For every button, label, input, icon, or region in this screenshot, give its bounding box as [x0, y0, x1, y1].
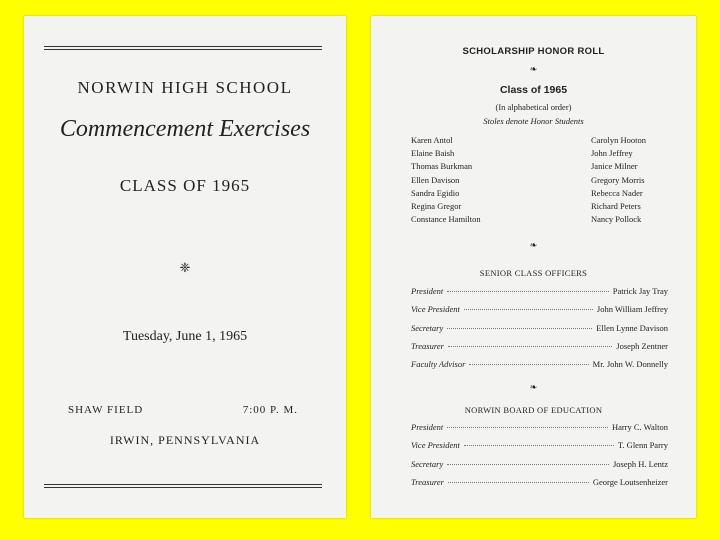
officer-role: President	[411, 422, 444, 432]
officer-name: George Loutsenheizer	[592, 476, 668, 487]
leader-dots	[447, 291, 608, 292]
honor-roll-subtitle: (In alphabetical order)	[495, 102, 572, 112]
officer-role: Secretary	[411, 322, 444, 333]
officers-title: SENIOR CLASS OFFICERS	[479, 268, 588, 278]
officer-name: Harry C. Walton	[611, 422, 668, 432]
honor-roll-note: Stoles denote Honor Students	[483, 116, 584, 126]
honor-name: Elaine Baish	[411, 148, 455, 159]
leader-dots	[469, 364, 588, 365]
leader-dots	[464, 445, 614, 446]
leader-dots	[448, 482, 589, 483]
venue: SHAW FIELD	[68, 404, 144, 416]
board-title: NORWIN BOARD OF EDUCATION	[464, 405, 603, 415]
honor-name: John Jeffrey	[591, 148, 633, 159]
officer-role: Secretary	[411, 458, 444, 469]
leaf-ornament-icon: ❧	[529, 240, 538, 250]
honor-name: Constance Hamilton	[411, 214, 481, 225]
officer-row	[411, 359, 668, 377]
honor-name: Ellen Davison	[411, 174, 460, 185]
ornament-icon: ❈	[179, 260, 191, 275]
honor-name: Rebecca Nader	[591, 187, 643, 198]
officer-name: John William Jeffrey	[596, 304, 668, 315]
leader-dots	[447, 464, 609, 465]
leader-dots	[447, 328, 592, 329]
officer-row	[411, 440, 668, 458]
officer-name: Ellen Lynne Davison	[596, 322, 668, 333]
leaf-ornament-icon: ❧	[529, 382, 538, 392]
bottom-rule	[44, 484, 322, 488]
honor-name: Nancy Pollock	[591, 214, 642, 225]
officer-role: Vice President	[411, 440, 460, 451]
leader-dots	[448, 346, 612, 347]
officer-row	[411, 323, 668, 341]
officer-row	[411, 304, 668, 322]
honor-name: Richard Peters	[591, 201, 641, 212]
honor-roll-page	[371, 16, 696, 518]
officer-role: President	[411, 286, 444, 296]
officer-row	[411, 422, 668, 440]
honor-names-left	[411, 134, 481, 226]
board-list	[411, 422, 668, 495]
leader-dots	[464, 309, 593, 310]
honor-name: Janice Milner	[591, 161, 638, 172]
honor-name: Sandra Egidio	[411, 187, 460, 198]
officer-row	[411, 477, 668, 495]
honor-name: Carolyn Hooton	[591, 135, 647, 145]
officer-name: T. Glenn Parry	[617, 440, 668, 451]
officer-role: Faculty Advisor	[411, 359, 466, 370]
class-year: CLASS OF 1965	[119, 176, 251, 195]
honor-name: Regina Gregor	[411, 201, 462, 212]
honor-roll-heading: SCHOLARSHIP HONOR ROLL	[462, 46, 605, 57]
ceremony-title: Commencement Exercises	[59, 116, 311, 142]
top-rule	[44, 46, 322, 50]
officer-name: Joseph Zentner	[616, 340, 668, 351]
officers-list	[411, 286, 668, 377]
school-name: NORWIN HIGH SCHOOL	[77, 78, 293, 97]
honor-name: Thomas Burkman	[411, 161, 473, 172]
officer-name: Mr. John W. Donnelly	[592, 359, 668, 370]
officer-row	[411, 459, 668, 477]
ceremony-date: Tuesday, June 1, 1965	[122, 329, 248, 344]
ceremony-time: 7:00 P. M.	[242, 404, 298, 416]
officer-role: Treasurer	[411, 340, 444, 351]
leaf-ornament-icon: ❧	[529, 64, 538, 74]
officer-row	[411, 286, 668, 304]
honor-name: Karen Antol	[411, 135, 453, 145]
officer-role: Vice President	[411, 304, 460, 315]
honor-names-right	[591, 134, 646, 226]
officer-name: Patrick Jay Tray	[612, 286, 668, 296]
officer-name: Joseph H. Lentz	[612, 458, 668, 469]
leader-dots	[447, 427, 608, 428]
program-cover-page	[24, 16, 346, 518]
honor-name: Gregory Morris	[591, 174, 645, 185]
officer-role: Treasurer	[411, 476, 444, 487]
location: IRWIN, PENNSYLVANIA	[109, 433, 261, 447]
officer-row	[411, 341, 668, 359]
class-title: Class of 1965	[499, 84, 568, 96]
